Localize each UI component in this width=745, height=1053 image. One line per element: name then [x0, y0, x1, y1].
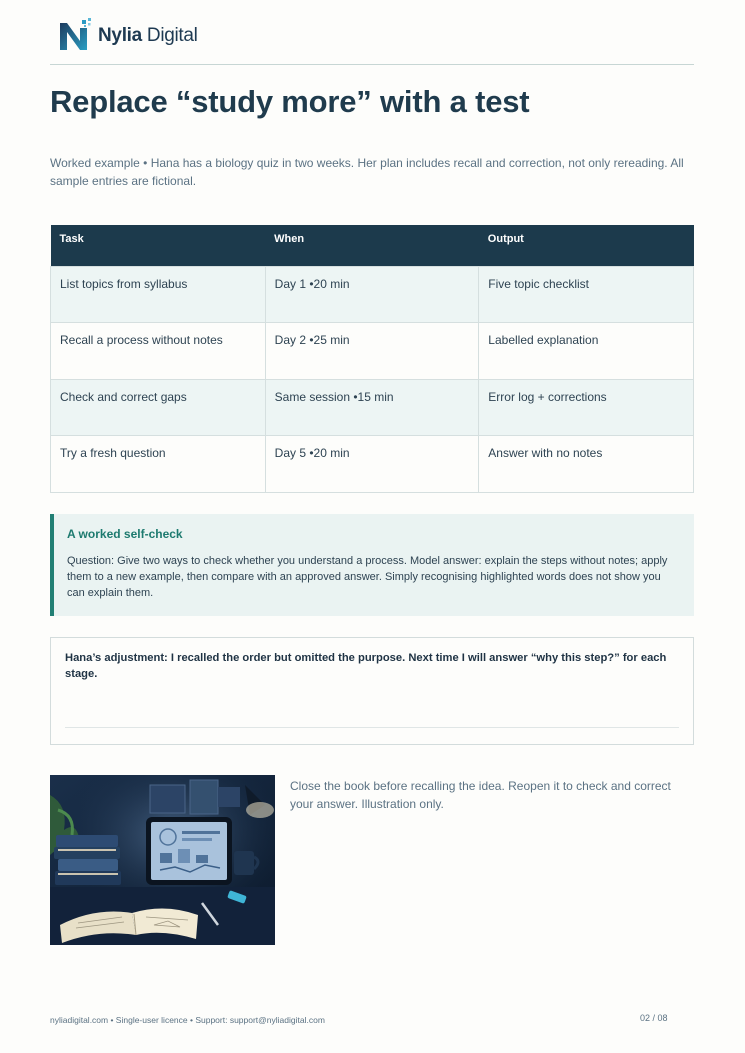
brand-logo	[58, 18, 198, 52]
column-header-output: Output	[479, 225, 694, 266]
cell-when: Day 5 •20 min	[265, 436, 479, 493]
callout-body: Question: Give two ways to check whether you understand a process. Model answer: explain the steps without notes; apply them to a new example, then compare with an approved answer. Simply recognising highlighted words does not show you can explain them.	[67, 555, 668, 599]
note-writing-line	[65, 727, 679, 728]
cell-task: Recall a process without notes	[51, 323, 266, 380]
cell-output: Error log + corrections	[479, 379, 694, 436]
cell-when: Day 2 •25 min	[265, 323, 479, 380]
page-number: 02 / 08	[640, 1013, 668, 1023]
study-plan-table	[50, 225, 694, 493]
desk-illustration	[50, 775, 275, 945]
brand-name: Nylia Digital	[98, 24, 198, 46]
self-check-callout	[50, 514, 694, 616]
page-title: Replace “study more” with a test	[50, 84, 530, 119]
cell-when: Day 1 •20 min	[265, 266, 479, 323]
footer-contact: nyliadigital.com • Single-user licence • Support: support@nyliadigital.com	[50, 1015, 325, 1025]
cell-task: Check and correct gaps	[51, 379, 266, 436]
callout-title: A worked self-check	[67, 527, 183, 541]
table-row	[51, 379, 694, 436]
table-row	[51, 266, 694, 323]
table-header-row	[51, 225, 694, 266]
header-divider	[50, 64, 694, 65]
column-header-when: When	[265, 225, 479, 266]
cell-output: Labelled explanation	[479, 323, 694, 380]
cell-output: Answer with no notes	[479, 436, 694, 493]
table-row	[51, 323, 694, 380]
adjustment-note-box	[50, 637, 694, 745]
intro-text: Worked example • Hana has a biology quiz in two weeks. Her plan includes recall and correction, not only rereading. All sample entries are fictional.	[50, 156, 684, 188]
cell-task: Try a fresh question	[51, 436, 266, 493]
cell-when: Same session •15 min	[265, 379, 479, 436]
stylised-n-logo-icon	[58, 18, 94, 52]
cell-task: List topics from syllabus	[51, 266, 266, 323]
adjustment-note-text: Hana’s adjustment: I recalled the order but omitted the purpose. Next time I will answer “why this step?” for each stage.	[65, 652, 667, 680]
illustration-caption: Close the book before recalling the idea. Reopen it to check and correct your answer. Illustration only.	[290, 779, 671, 811]
table-row	[51, 436, 694, 493]
cell-output: Five topic checklist	[479, 266, 694, 323]
column-header-task: Task	[51, 225, 266, 266]
